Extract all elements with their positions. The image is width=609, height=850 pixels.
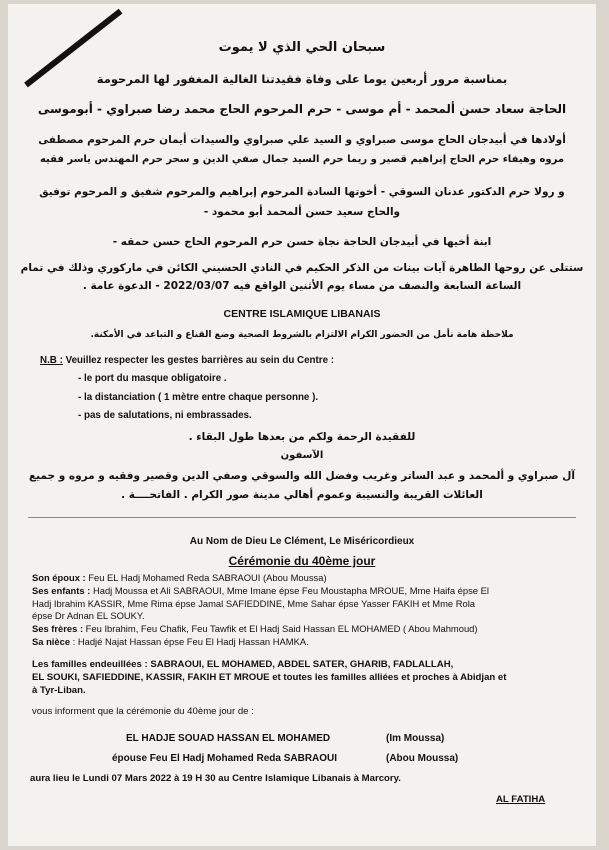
arabic-families-1: آل صبراوي و ألمحمد و عبد الساتر وغريب وفضل الله والسوقي وصفي الدين وقصير وفقيه و مروه و جميع — [28, 470, 576, 482]
spouse-text: Feu EL Hadj Mohamed Reda SABRAOUI (Abou Moussa) — [85, 572, 327, 583]
families-line-3: à Tyr-Liban. — [32, 685, 86, 696]
nb-item-1: - le port du masque obligatoire . — [78, 373, 227, 384]
arabic-condolence: للفقيدة الرحمة ولكم من بعدها طول البقاء . — [188, 431, 416, 443]
ceremony-title: Cérémonie du 40ème jour — [228, 554, 376, 568]
arabic-line-10: الساعة السابعة والنصف من مساء يوم الأثنين الواقع فيه 2022/03/07 - الدعوة عامة . — [82, 280, 522, 292]
deceased-name-fr: EL HADJE SOUAD HASSAN EL MOHAMED — [126, 733, 331, 744]
nb-item-3: - pas de salutations, ni embrassades. — [78, 410, 252, 421]
children-line-1 — [32, 585, 489, 596]
families-line-2: EL SOUKI, SAFIEDDINE, KASSIR, FAKIH ET MROUE et toutes les familles alliées et proches à Abidjan et — [32, 672, 507, 683]
arabic-line-7: والحاج سعيد حسن ألمحمد أبو محمود - — [203, 206, 401, 218]
spouse-label: Son époux : — [32, 572, 86, 583]
children-text-1: Hadj Moussa et Ali SABRAOUI, Mme Imane épse Feu Moustapha MROUE, Mme Haifa épse El — [90, 585, 489, 596]
arabic-line-5: مروه وهيفاء حرم الحاج إبراهيم قصير و ريما حرم السيد جمال صفي الدين و سحر حرم المهندس ياسر فقيه — [39, 154, 565, 165]
niece-label: Sa nièce — [32, 636, 71, 647]
arabic-line-4: أولادها في أبيدجان الحاج موسى صبراوي و السيد علي صبراوي والسيدات أيمان حرم المرحوم مصطفى — [38, 134, 566, 146]
brothers-label: Ses frères : — [32, 623, 84, 634]
arabic-families-2: العائلات القريبة والنسيبة وعموم أهالي مدينة صور الكرام . الفاتحــــة . — [121, 489, 483, 501]
arabic-deceased-name: الحاجة سعاد حسن ألمحمد - أم موسى - حرم المرحوم الحاج محمد رضا صبراوي - أبوموسى — [37, 102, 567, 116]
date-line: aura lieu le Lundi 07 Mars 2022 à 19 H 30 au Centre Islamique Libanais à Marcory. — [30, 773, 401, 784]
nb-text: Veuillez respecter les gestes barrières au sein du Centre : — [65, 355, 335, 366]
children-label: Ses enfants : — [32, 585, 91, 596]
inform-line: vous informent que la cérémonie du 40ème jour de : — [32, 706, 254, 717]
brothers-line — [32, 623, 478, 634]
spouse-line-fr: épouse Feu El Hadj Mohamed Reda SABRAOUI — [112, 753, 338, 764]
section-divider — [28, 517, 576, 518]
al-fatiha: AL FATIHA — [496, 794, 546, 805]
nb-line — [40, 355, 334, 366]
nb-label: N.B : — [40, 355, 63, 366]
fr-heading: Au Nom de Dieu Le Clément, Le Miséricordieux — [189, 536, 415, 547]
arabic-line-8: ابنة أخيها في أبيدجان الحاجة نجاة حسن حرم المرحوم الحاج حسن حمقه - — [112, 236, 492, 248]
arabic-line-9: ستتلى عن روحها الطاهرة آيات بينات من الذكر الحكيم في النادي الحسيني الكائن في ماركوري وذلك في تمام — [20, 262, 584, 274]
centre-name: CENTRE ISLAMIQUE LIBANAIS — [223, 308, 381, 320]
niece-text: : Hadjé Najat Hassan épse Feu El Hadj Hassan HAMKA. — [70, 636, 309, 647]
spouse-line — [32, 572, 327, 583]
deceased-alias: (Im Moussa) — [386, 733, 445, 744]
arabic-line-2: بمناسبة مرور أربعين يوما على وفاة فقيدتنا الغالية المغفور لها المرحومة — [96, 72, 508, 86]
children-line-3: épse Dr Adnan EL SOUKY. — [32, 610, 145, 621]
children-line-2: Hadj Ibrahim KASSIR, Mme Rima épse Jamal SAFIEDDINE, Mme Sahar épse Yasser FAKIH et Mme Rola — [32, 598, 476, 609]
nb-item-2: - la distanciation ( 1 mètre entre chaque personne ). — [78, 392, 319, 403]
arabic-line-6: و رولا حرم الدكتور عدنان السوقي - أخوتها السادة المرحوم إبراهيم والمرحوم شفيق و المرحوم توفيق — [39, 186, 565, 198]
spouse-alias: (Abou Moussa) — [386, 753, 459, 764]
arabic-note: ملاحظة هامة نأمل من الحضور الكرام الالتزام بالشروط الصحية وضع القناع و التباعد في الأمكنة. — [90, 330, 514, 340]
families-line-1: Les familles endeuillées : SABRAOUI, EL MOHAMED, ABDEL SATER, GHARIB, FADLALLAH, — [32, 659, 454, 670]
niece-line — [32, 636, 309, 647]
obituary-page — [8, 4, 596, 846]
arabic-opening: سبحان الحي الذي لا يموت — [218, 40, 386, 55]
arabic-mourners-label: الآسفون — [280, 450, 324, 461]
brothers-text: Feu Ibrahim, Feu Chafik, Feu Tawfik et El Hadj Said Hassan EL MOHAMED ( Abou Mahmoud) — [83, 623, 478, 634]
